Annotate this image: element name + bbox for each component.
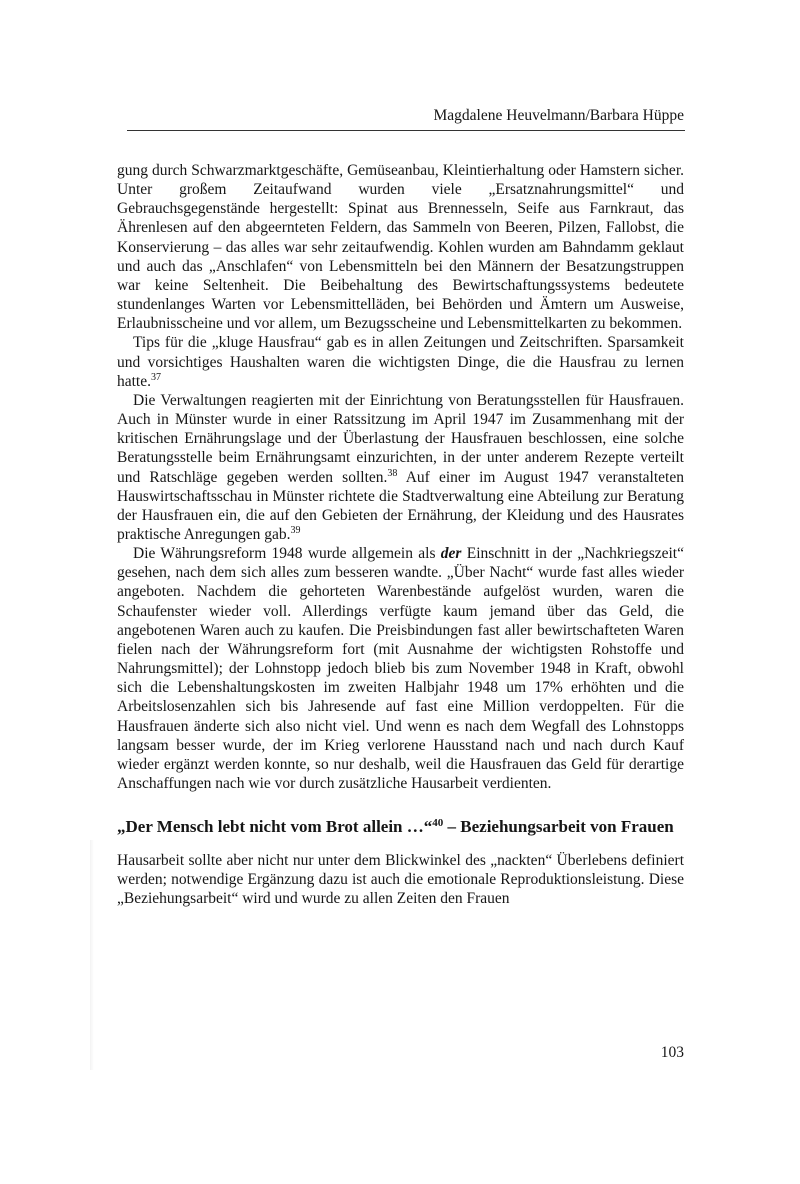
footnote-ref-37: 37 — [151, 371, 161, 383]
paragraph-2-text: Tips für die „kluge Hausfrau“ gab es in allen Zeitungen und Zeitschriften. Sparsamkeit und vorsichtiges Haushalten waren die wichtigsten Dinge, die die Hausfrau zu lernen hatte. — [117, 334, 684, 390]
paragraph-1 — [117, 161, 684, 333]
section-heading-text-b: – Beziehungsarbeit von Frauen — [443, 817, 674, 837]
footnote-ref-39: 39 — [290, 524, 301, 536]
scan-edge-shade — [90, 840, 94, 1070]
section-paragraph — [117, 851, 684, 908]
paragraph-4 — [117, 544, 684, 793]
paragraph-4-text-a: Die Währungsreform 1948 wurde allgemein als — [133, 545, 441, 563]
section-heading — [117, 816, 684, 837]
paragraph-3 — [117, 391, 684, 544]
section-paragraph-text: Hausarbeit sollte aber nicht nur unter dem Blickwinkel des „nackten“ Überlebens definiert werden; notwendige Ergänzung dazu ist auch die emotionale Reproduktionsleistung. Diese „Beziehungsarbeit“ wird und wurde zu allen Zeiten den Frauen — [117, 852, 684, 908]
body-text — [117, 161, 684, 909]
page-number: 103 — [660, 1044, 684, 1061]
paragraph-3-text-a: Die Verwaltungen reagierten mit der Einrichtung von Beratungsstellen für Hausfrauen. Auch in Münster wurde in einer Ratssitzung im April 1947 im Zusammenhang mit der kritischen Ernährungslage und der Überlastung der Hausfrauen beschlossen, eine solche Beratungsstelle beim Ernährungsamt einzurichten, in der unter anderem Rezepte verteilt und Ratschläge gegeben werden sollten. — [117, 391, 684, 486]
footnote-ref-38: 38 — [387, 467, 398, 479]
emphasis-der: der — [440, 545, 462, 563]
paragraph-3-text-b: Auf einer im August 1947 veranstalteten Hauswirtschaftsschau in Münster richtete die Stadtverwaltung eine Abteilung zur Beratung der Hausfrauen ein, die auf den Gebieten der Ernährung, der Kleidung und des Hausrates praktische Anregungen gab. — [117, 468, 684, 543]
paragraph-2 — [117, 333, 684, 390]
header-rule — [127, 130, 685, 131]
running-header: Magdalene Heuvelmann/Barbara Hüppe — [433, 107, 684, 124]
footnote-ref-40: 40 — [432, 817, 444, 830]
paragraph-4-text-b: Einschnitt in der „Nachkriegszeit“ gesehen, nach dem sich alles zum besseren wandte. „Über Nacht“ wurde fast alles wieder angeboten. Nachdem die gehorteten Warenbestände aufgelöst wurden, waren die Schaufenster wieder voll. Allerdings verfügte kaum jemand über das Geld, die angebotenen Waren auch zu kaufen. Die Preisbindungen fast aller bewirtschafteten Waren fielen nach der Währungsreform fort (mit Ausnahme der wichtigsten Rohstoffe und Nahrungsmittel); der Lohnstopp jedoch blieb bis zum November 1948 in Kraft, obwohl sich die Lebenshaltungskosten im zweiten Halbjahr 1948 um 17% erhöhten und die Arbeitslosenzahlen sich bis Jahresende auf fast eine Million verdoppelten. Für die Hausfrauen änderte sich also nicht viel. Und wenn es nach dem Wegfall des Lohnstopps langsam besser wurde, der im Krieg verlorene Hausstand nach und nach durch Kauf wieder ergänzt werden konnte, so nur deshalb, weil die Hausfrauen das Geld für derartige Anschaffungen nach wie vor durch zusätzliche Hausarbeit verdienten. — [117, 545, 684, 792]
section-heading-text-a: „Der Mensch lebt nicht vom Brot allein …“ — [117, 817, 433, 837]
paragraph-1-text: gung durch Schwarzmarktgeschäfte, Gemüseanbau, Kleintierhaltung oder Hamstern sicher. Unter großem Zeitaufwand wurden viele „Ersatznahrungsmittel“ und Gebrauchsgegenstände hergestellt: Spinat aus Brennesseln, Seife aus Farnkraut, das Ährenlesen auf den abgeernteten Feldern, das Sammeln von Beeren, Pilzen, Fallobst, die Konservierung – das alles war sehr zeitaufwendig. Kohlen wurden am Bahndamm geklaut und auch das „Anschlafen“ von Lebensmitteln bei den Männern der Besatzungstruppen war keine Seltenheit. Die Beibehaltung des Bewirtschaftungssystems bedeutete stundenlanges Warten vor Lebensmittelläden, bei Behörden und Ämtern um Ausweise, Erlaubnisscheine und vor allem, um Bezugsscheine und Lebensmittelkarten zu bekommen. — [117, 162, 684, 333]
